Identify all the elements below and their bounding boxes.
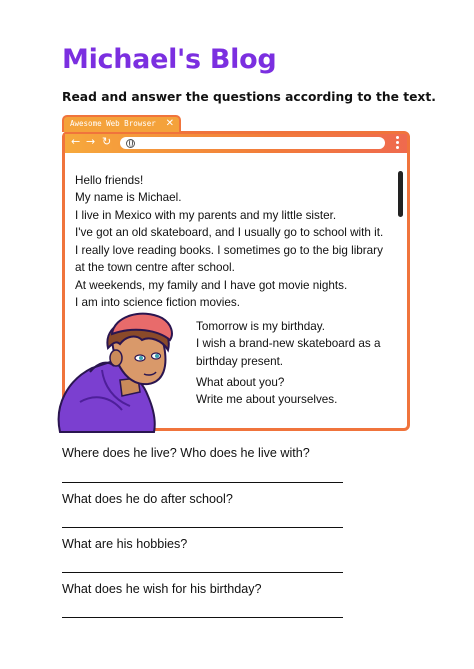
browser-tab[interactable] [62, 115, 181, 132]
post-paragraph-4 [196, 374, 337, 409]
question-3: What are his hobbies? [62, 537, 188, 551]
post-line: I am into science fiction movies. [75, 296, 240, 310]
post-line: My name is Michael. [75, 191, 182, 205]
page-title: Michael's Blog [62, 44, 277, 75]
post-line: I wish a brand-new skateboard as a [196, 337, 381, 351]
tab-label: Awesome Web Browser [70, 119, 156, 128]
globe-icon [126, 139, 135, 148]
post-line: birthday present. [196, 354, 284, 368]
post-line: I've got an old skateboard, and I usually go to school with it. [75, 226, 384, 240]
answer-line-3[interactable] [62, 572, 343, 573]
post-line: I live in Mexico with my parents and my little sister. [75, 208, 337, 222]
answer-line-4[interactable] [62, 617, 343, 618]
close-icon[interactable]: ✕ [165, 118, 174, 129]
post-line: At weekends, my family and I have got movie nights. [75, 279, 348, 292]
forward-icon[interactable]: → [86, 135, 96, 148]
post-line: I really love reading books. I sometimes go to the big library [75, 243, 383, 257]
post-paragraph-3 [196, 318, 381, 370]
address-bar[interactable] [120, 137, 385, 149]
instructions: Read and answer the questions according to the text. [62, 90, 436, 104]
answer-line-1[interactable] [62, 482, 343, 483]
scrollbar[interactable] [398, 171, 403, 217]
question-1: Where does he live? Who does he live with? [62, 446, 310, 460]
post-line: Hello friends! [75, 174, 144, 187]
post-line: at the town centre after school. [75, 261, 235, 275]
post-line: Tomorrow is my birthday. [196, 320, 326, 333]
post-line: Write me about yourselves. [196, 393, 338, 407]
boy-illustration [50, 310, 190, 436]
post-paragraph-2 [75, 277, 347, 312]
back-icon[interactable]: ← [71, 135, 81, 148]
post-paragraph-1 [75, 172, 383, 276]
question-2: What does he do after school? [62, 492, 233, 506]
post-line: What about you? [196, 376, 285, 389]
reload-icon[interactable]: ↻ [102, 135, 112, 148]
browser-toolbar [65, 134, 407, 153]
questions [62, 446, 362, 618]
menu-icon[interactable] [396, 136, 399, 151]
question-4: What does he wish for his birthday? [62, 582, 262, 596]
answer-line-2[interactable] [62, 527, 343, 528]
